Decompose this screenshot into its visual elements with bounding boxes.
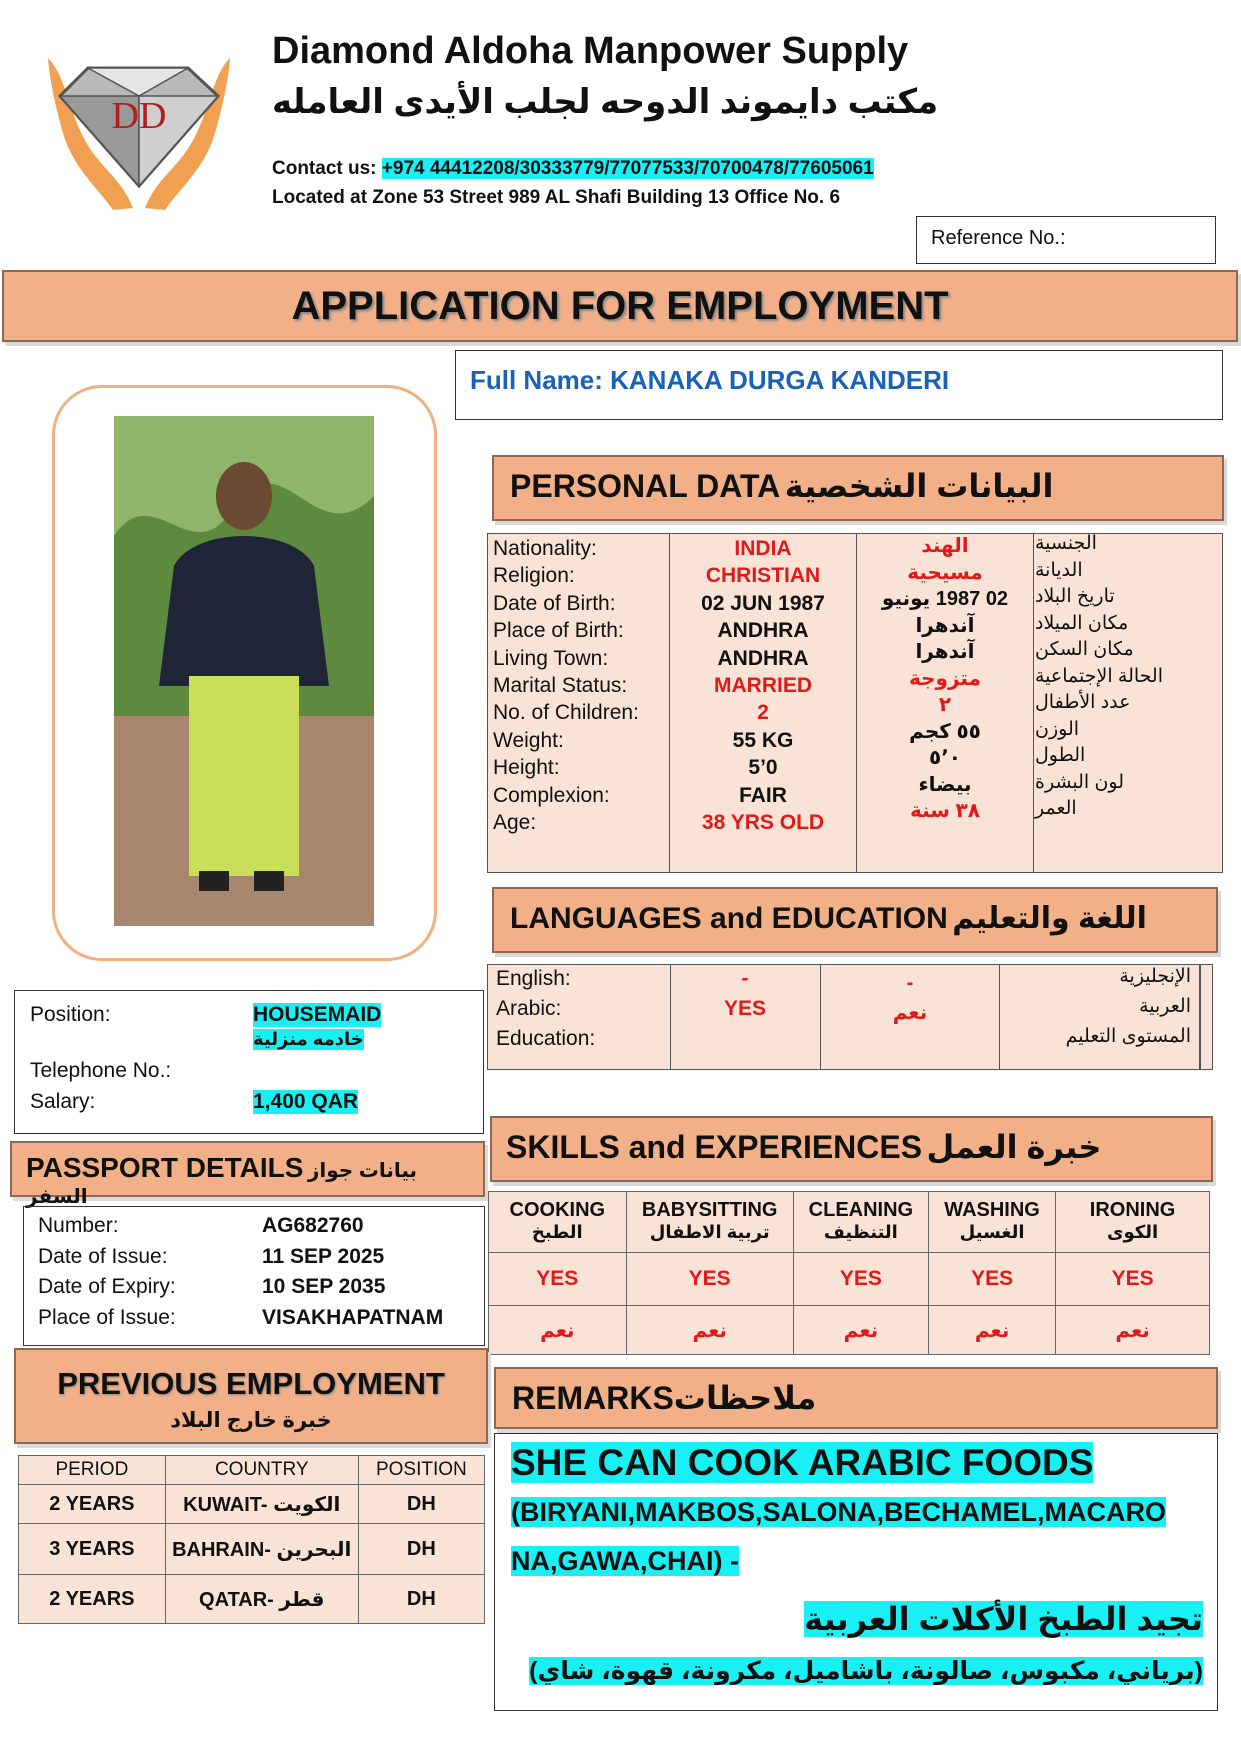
personal-label: Height:: [493, 756, 560, 780]
skill-value-ar: نعم: [626, 1306, 793, 1355]
personal-label-ar: الطول: [1035, 745, 1086, 766]
company-name-en: Diamond Aldoha Manpower Supply: [272, 30, 909, 72]
personal-value: ANDHRA: [717, 619, 809, 643]
skill-name-ar: الطبخ: [489, 1222, 627, 1253]
personal-value-ar: 02 1987 يونيو: [881, 588, 1009, 610]
skill-value: YES: [626, 1253, 793, 1306]
passport-values: [262, 1211, 482, 1334]
passport-value: 10 SEP 2035: [262, 1275, 386, 1299]
personal-values: [670, 535, 856, 836]
skill-name: IRONING: [1056, 1192, 1210, 1223]
skill-name-ar: الكوى: [1056, 1222, 1210, 1253]
previous-heading: [14, 1348, 488, 1444]
personal-label: Religion:: [493, 564, 575, 588]
applicant-photo: [114, 416, 374, 926]
language-value-ar: -: [906, 972, 914, 994]
languages-heading: [492, 887, 1218, 953]
languages-labels: [496, 964, 668, 1054]
personal-value: FAIR: [739, 783, 787, 807]
personal-value: MARRIED: [714, 673, 812, 697]
personal-data-title-en: PERSONAL DATA: [510, 468, 781, 504]
previous-header: POSITION: [358, 1456, 484, 1485]
skills-heading: [490, 1116, 1213, 1182]
previous-row: [19, 1575, 485, 1624]
remarks-line-2: (BIRYANI,MAKBOS,SALONA,BECHAMEL,MACARO: [511, 1497, 1167, 1527]
photo-frame: [52, 385, 437, 961]
language-value: -: [741, 967, 749, 990]
personal-data-table: [487, 533, 1223, 873]
skill-name: COOKING: [489, 1192, 627, 1223]
personal-value-ar: آندهرا: [915, 641, 975, 663]
logo-letters: DD: [111, 95, 167, 137]
previous-position: DH: [358, 1524, 484, 1575]
personal-label: Marital Status:: [493, 673, 628, 697]
remarks-line-ar-2: (برياني، مكبوس، صالونة، باشاميل، مكرونة، قهوة، شاي): [529, 1657, 1203, 1685]
personal-value-ar: ٣٨ سنة: [910, 800, 980, 822]
skill-name-ar: الغسيل: [929, 1222, 1056, 1253]
passport-title-ar: بيانات جواز السفر: [26, 1160, 418, 1208]
personal-value: ANDHRA: [717, 646, 809, 670]
company-name-ar: مكتب دايموند الدوحه لجلب الأيدى العامله: [272, 83, 939, 121]
personal-value: INDIA: [734, 537, 792, 560]
skills-row: [489, 1306, 1210, 1355]
skill-name: BABYSITTING: [626, 1192, 793, 1223]
skill-name-ar: التنظيف: [793, 1222, 928, 1253]
language-label: English:: [496, 967, 571, 990]
previous-title-en: PREVIOUS EMPLOYMENT: [57, 1366, 445, 1401]
personal-label: Living Town:: [493, 646, 609, 670]
personal-label-ar: عدد الأطفال: [1035, 692, 1131, 713]
passport-title-en: PASSPORT DETAILS: [26, 1152, 304, 1183]
reference-label: Reference No.:: [931, 227, 1066, 249]
passport-value: AG682760: [262, 1214, 364, 1237]
language-label-ar: المستوى التعليم: [1065, 1026, 1191, 1047]
personal-label: Date of Birth:: [493, 591, 616, 615]
skill-value-ar: نعم: [929, 1306, 1056, 1355]
position-box: [14, 990, 484, 1134]
personal-label-ar: الديانة: [1035, 559, 1083, 581]
previous-country: QATAR- قطر: [165, 1575, 358, 1624]
language-label-ar: الإنجليزية: [1119, 966, 1191, 987]
passport-label: Date of Expiry:: [38, 1275, 176, 1299]
passport-value: 11 SEP 2025: [262, 1244, 385, 1268]
personal-label-ar: العمر: [1035, 798, 1077, 819]
contact-line: [272, 158, 874, 180]
full-name: Full Name: KANAKA DURGA KANDERI: [470, 365, 950, 395]
previous-period: 3 YEARS: [19, 1524, 166, 1575]
personal-value-ar: ٥٥ كجم: [909, 720, 981, 743]
personal-label-ar: تاريخ البلاد: [1035, 586, 1115, 607]
previous-header-row: [19, 1456, 485, 1485]
passport-label: Place of Issue:: [38, 1306, 176, 1330]
skill-value-ar: نعم: [1056, 1306, 1210, 1355]
skill-name: WASHING: [929, 1192, 1056, 1223]
personal-data-heading: [492, 455, 1224, 521]
previous-period: 2 YEARS: [19, 1485, 166, 1524]
passport-label: Date of Issue:: [38, 1244, 168, 1268]
previous-position: DH: [358, 1575, 484, 1624]
languages-labels-ar: [1001, 962, 1191, 1052]
languages-title-ar: اللغة والتعليم: [952, 902, 1147, 935]
skill-value: YES: [793, 1253, 928, 1306]
passport-labels: [38, 1211, 248, 1334]
personal-label-ar: الحالة الإجتماعية: [1035, 665, 1163, 687]
personal-label-ar: الوزن: [1035, 718, 1080, 740]
previous-title-ar: خبرة خارج البلاد: [170, 1409, 332, 1432]
previous-row: [19, 1524, 485, 1575]
company-logo: [28, 38, 250, 213]
personal-label: Nationality:: [493, 537, 597, 560]
previous-country: KUWAIT- الكويت: [165, 1485, 358, 1524]
personal-value-ar: بيضاء: [918, 773, 972, 796]
language-value: YES: [723, 997, 767, 1020]
previous-table: [18, 1455, 485, 1624]
language-value-ar: نعم: [892, 1002, 928, 1024]
personal-value: 38 YRS OLD: [701, 810, 825, 834]
position-label: Position:: [30, 1003, 111, 1026]
remarks-box: [494, 1433, 1218, 1711]
personal-value: CHRISTIAN: [705, 564, 821, 588]
full-name-box: [455, 350, 1223, 420]
language-value: [671, 1024, 819, 1054]
salary-value: 1,400 QAR: [253, 1090, 359, 1113]
skill-name-ar: تربية الاطفال: [626, 1222, 793, 1253]
personal-value: 5’0: [748, 756, 778, 780]
skills-title-ar: خبرة العمل: [926, 1129, 1102, 1165]
skills-row: [489, 1192, 1210, 1223]
address-line: Located at Zone 53 Street 989 AL Shafi Building 13 Office No. 6: [272, 187, 841, 208]
contact-numbers: +974 44412208/30333779/77077533/70700478/77605061: [381, 158, 874, 179]
personal-value: 55 KG: [732, 728, 794, 752]
skills-row: [489, 1253, 1210, 1306]
personal-label: Age:: [493, 810, 537, 834]
position-value: HOUSEMAID: [253, 1003, 382, 1026]
remarks-title-ar: ملاحظات: [673, 1380, 817, 1416]
previous-position: DH: [358, 1485, 484, 1524]
salary-label: Salary:: [30, 1090, 96, 1113]
skill-name: CLEANING: [793, 1192, 928, 1223]
remarks-line-ar-1: تجيد الطبخ الأكلات العربية: [804, 1601, 1203, 1637]
language-label-ar: العربية: [1139, 996, 1191, 1017]
personal-value-ar: آندهرا: [915, 614, 975, 637]
previous-row: [19, 1485, 485, 1524]
languages-values: [671, 964, 819, 1054]
skill-value: YES: [489, 1253, 627, 1306]
contact-label: Contact us:: [272, 158, 377, 179]
personal-value-ar: الهند: [921, 535, 969, 557]
personal-value-ar: ٢: [938, 694, 952, 716]
remarks-title-en: REMARKS: [512, 1380, 674, 1416]
skill-value-ar: نعم: [793, 1306, 928, 1355]
previous-header: COUNTRY: [165, 1456, 358, 1485]
personal-label: Place of Birth:: [493, 619, 624, 643]
page-title: APPLICATION FOR EMPLOYMENT: [291, 284, 949, 328]
personal-value: 2: [757, 701, 769, 725]
passport-label: Number:: [38, 1214, 119, 1237]
skills-row: [489, 1222, 1210, 1253]
passport-value: VISAKHAPATNAM: [262, 1306, 444, 1330]
personal-value-ar: ٥٬٠: [928, 747, 961, 769]
telephone-label: Telephone No.:: [30, 1059, 172, 1082]
personal-label: No. of Children:: [493, 701, 639, 725]
remarks-line-3: NA,GAWA,CHAI) -: [511, 1546, 739, 1576]
personal-label-ar: مكان الميلاد: [1035, 612, 1129, 634]
languages-values-ar: [821, 968, 999, 1058]
skill-value: YES: [929, 1253, 1056, 1306]
language-label: Arabic:: [496, 997, 562, 1020]
previous-period: 2 YEARS: [19, 1575, 166, 1624]
personal-value-ar: متزوجة: [909, 667, 981, 690]
personal-label-ar: الجنسية: [1035, 533, 1097, 554]
skill-value: YES: [1056, 1253, 1210, 1306]
language-value-ar: [821, 1028, 999, 1058]
personal-value-ar: مسيحية: [907, 561, 983, 584]
skills-table: [488, 1191, 1210, 1355]
personal-labels: [493, 535, 668, 836]
languages-table: [487, 964, 1213, 1070]
personal-value: 02 JUN 1987: [701, 591, 825, 615]
personal-label: Complexion:: [493, 783, 610, 807]
language-label: Education:: [496, 1027, 596, 1050]
personal-label-ar: مكان السكن: [1035, 639, 1134, 660]
previous-header: PERIOD: [19, 1456, 166, 1485]
passport-table: [23, 1206, 485, 1346]
position-value-ar: خادمه منزلية: [253, 1029, 364, 1049]
remarks-heading: [494, 1367, 1218, 1429]
title-bar: [2, 270, 1238, 342]
personal-data-title-ar: البيانات الشخصية: [784, 468, 1054, 504]
personal-labels-ar: [1035, 531, 1211, 823]
languages-title-en: LANGUAGES and EDUCATION: [510, 902, 948, 935]
previous-country: BAHRAIN- البحرين: [165, 1524, 358, 1575]
skills-title-en: SKILLS and EXPERIENCES: [506, 1129, 923, 1165]
reference-box: [916, 216, 1216, 264]
personal-values-ar: [857, 533, 1033, 825]
personal-label: Weight:: [493, 728, 564, 752]
skill-value-ar: نعم: [489, 1306, 627, 1355]
personal-label-ar: لون البشرة: [1035, 771, 1125, 793]
remarks-line-1: SHE CAN COOK ARABIC FOODS: [511, 1442, 1094, 1483]
passport-heading: [10, 1141, 485, 1208]
